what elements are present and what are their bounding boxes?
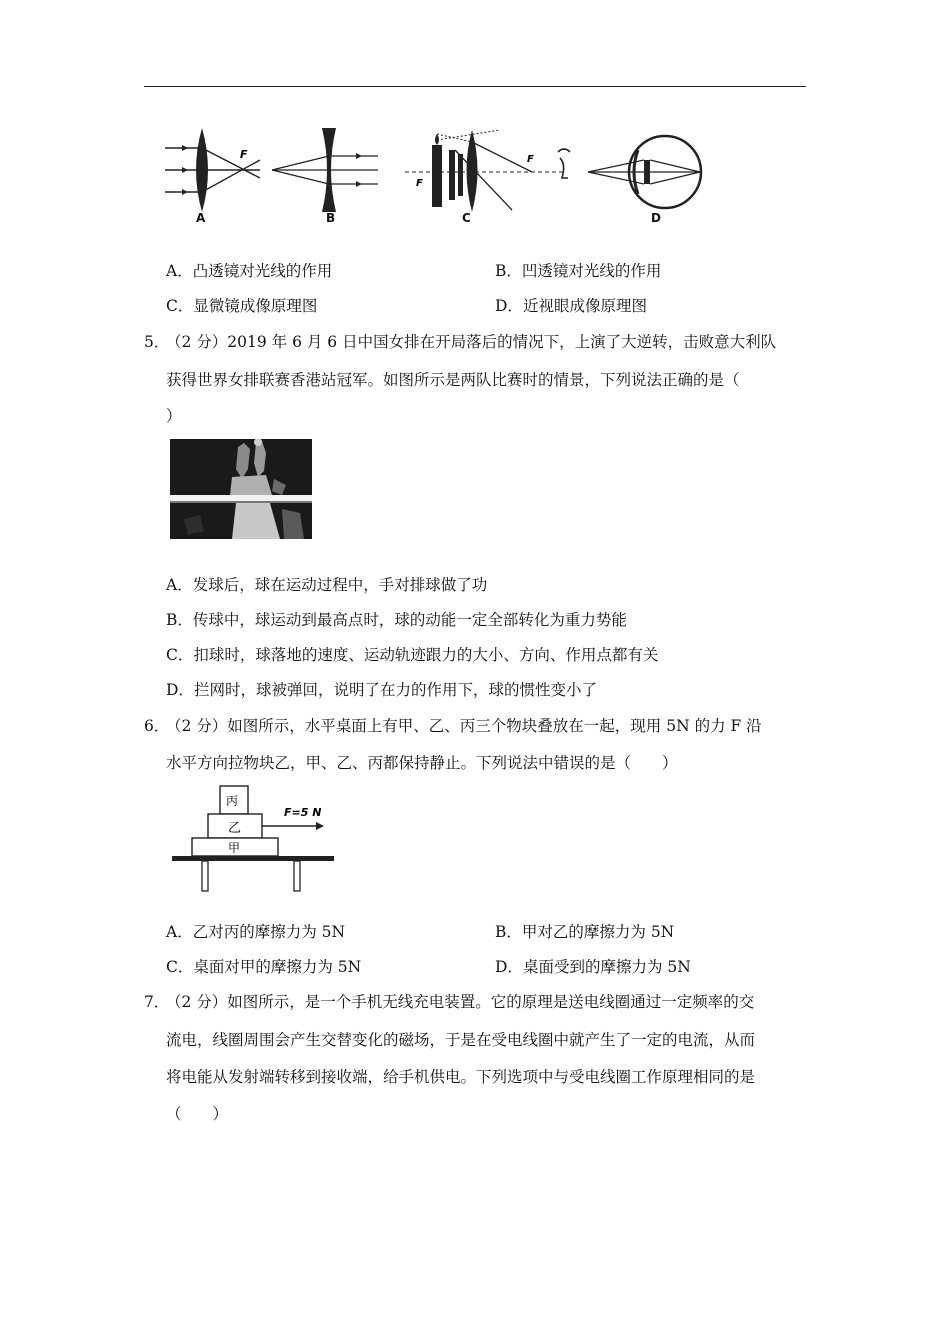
q4-option-d xyxy=(495,296,647,316)
option-text: 乙对丙的摩擦力为 5N xyxy=(192,923,346,941)
option-label: C． xyxy=(166,297,194,315)
option-text: 凹透镜对光线的作用 xyxy=(521,262,662,280)
table-leg-left xyxy=(202,861,208,891)
option-text: 发球后，球在运动过程中，手对排球做了功 xyxy=(192,576,488,594)
option-text: 甲对乙的摩擦力为 5N xyxy=(521,923,675,941)
q6-option-a xyxy=(166,922,345,942)
q4-option-a xyxy=(166,261,332,281)
q5-option-d xyxy=(166,680,597,700)
option-label: D． xyxy=(495,958,523,976)
option-label: D． xyxy=(495,297,523,315)
q5-line-3: ） xyxy=(166,407,182,425)
eye-diagram xyxy=(588,136,701,208)
q5-option-b xyxy=(166,610,627,630)
concave-lens-diagram xyxy=(272,128,378,212)
q5-line-1: （2 分）2019 年 6 月 6 日中国女排在开局落后的情况下，上演了大逆转，击败意大利队 xyxy=(166,333,777,351)
option-text: 拦网时，球被弹回，说明了在力的作用下，球的惯性变小了 xyxy=(193,681,597,699)
q6-option-c xyxy=(166,957,361,977)
q7-line-1: （2 分）如图所示，是一个手机无线充电装置。它的原理是送电线圈通过一定频率的交 xyxy=(166,993,755,1011)
option-text: 显微镜成像原理图 xyxy=(193,297,318,315)
option-text: 桌面受到的摩擦力为 5N xyxy=(522,958,691,976)
option-label: C． xyxy=(166,646,194,664)
header-rule xyxy=(144,86,806,87)
label-yi: 乙 xyxy=(228,821,242,836)
tabletop xyxy=(172,856,334,861)
fig-label-b: B xyxy=(326,211,336,225)
q6-option-d xyxy=(495,957,691,977)
q4-option-b xyxy=(495,261,661,281)
option-label: B． xyxy=(495,923,522,941)
option-label: A． xyxy=(166,576,193,594)
option-text: 凸透镜对光线的作用 xyxy=(192,262,333,280)
option-text: 桌面对甲的摩擦力为 5N xyxy=(193,958,362,976)
q6-option-b xyxy=(495,922,674,942)
q5-line-2: 获得世界女排联赛香港站冠军。如图所示是两队比赛时的情景，下列说法正确的是（ xyxy=(166,371,740,389)
microscope-diagram xyxy=(405,130,570,212)
force-label: F=5 N xyxy=(284,806,322,819)
q6-line-2: 水平方向拉物块乙，甲、乙、丙都保持静止。下列说法中错误的是（ ） xyxy=(166,754,678,772)
focus-label-c2: F xyxy=(527,154,534,165)
option-label: A． xyxy=(166,262,193,280)
optics-figure xyxy=(160,120,720,230)
q7-line-2: 流电，线圈周围会产生交替变化的磁场，于是在受电线圈中就产生了一定的电流，从而 xyxy=(166,1031,756,1049)
label-bing: 丙 xyxy=(226,794,239,808)
convex-lens-diagram xyxy=(165,128,260,212)
option-label: D． xyxy=(166,681,194,699)
stacked-blocks-figure xyxy=(170,782,340,894)
q6-number: 6． xyxy=(144,717,170,735)
q7-line-4: （ ） xyxy=(166,1105,229,1123)
q6-line-1: （2 分）如图所示，水平桌面上有甲、乙、丙三个物块叠放在一起，现用 5N 的力 F 沿 xyxy=(166,717,762,735)
option-label: A． xyxy=(166,923,193,941)
option-label: B． xyxy=(495,262,522,280)
q5-option-a xyxy=(166,575,487,595)
option-label: C． xyxy=(166,958,194,976)
q7-line-3: 将电能从发射端转移到接收端，给手机供电。下列选项中与受电线圈工作原理相同的是 xyxy=(166,1068,756,1086)
option-text: 传球中，球运动到最高点时，球的动能一定全部转化为重力势能 xyxy=(192,611,627,629)
table-leg-right xyxy=(294,861,300,891)
q7-number: 7． xyxy=(144,993,170,1011)
fig-label-d: D xyxy=(651,211,661,225)
fig-label-c: C xyxy=(462,211,471,225)
option-text: 近视眼成像原理图 xyxy=(522,297,647,315)
q5-number: 5． xyxy=(144,333,170,351)
focus-label-a: F xyxy=(240,148,248,161)
label-jia: 甲 xyxy=(228,841,241,855)
volleyball-photo xyxy=(170,439,312,539)
q4-option-c xyxy=(166,296,317,316)
option-label: B． xyxy=(166,611,193,629)
q5-option-c xyxy=(166,645,658,665)
option-text: 扣球时，球落地的速度、运动轨迹跟力的大小、方向、作用点都有关 xyxy=(193,646,659,664)
focus-label-c1: F xyxy=(416,178,423,189)
fig-label-a: A xyxy=(196,211,206,225)
